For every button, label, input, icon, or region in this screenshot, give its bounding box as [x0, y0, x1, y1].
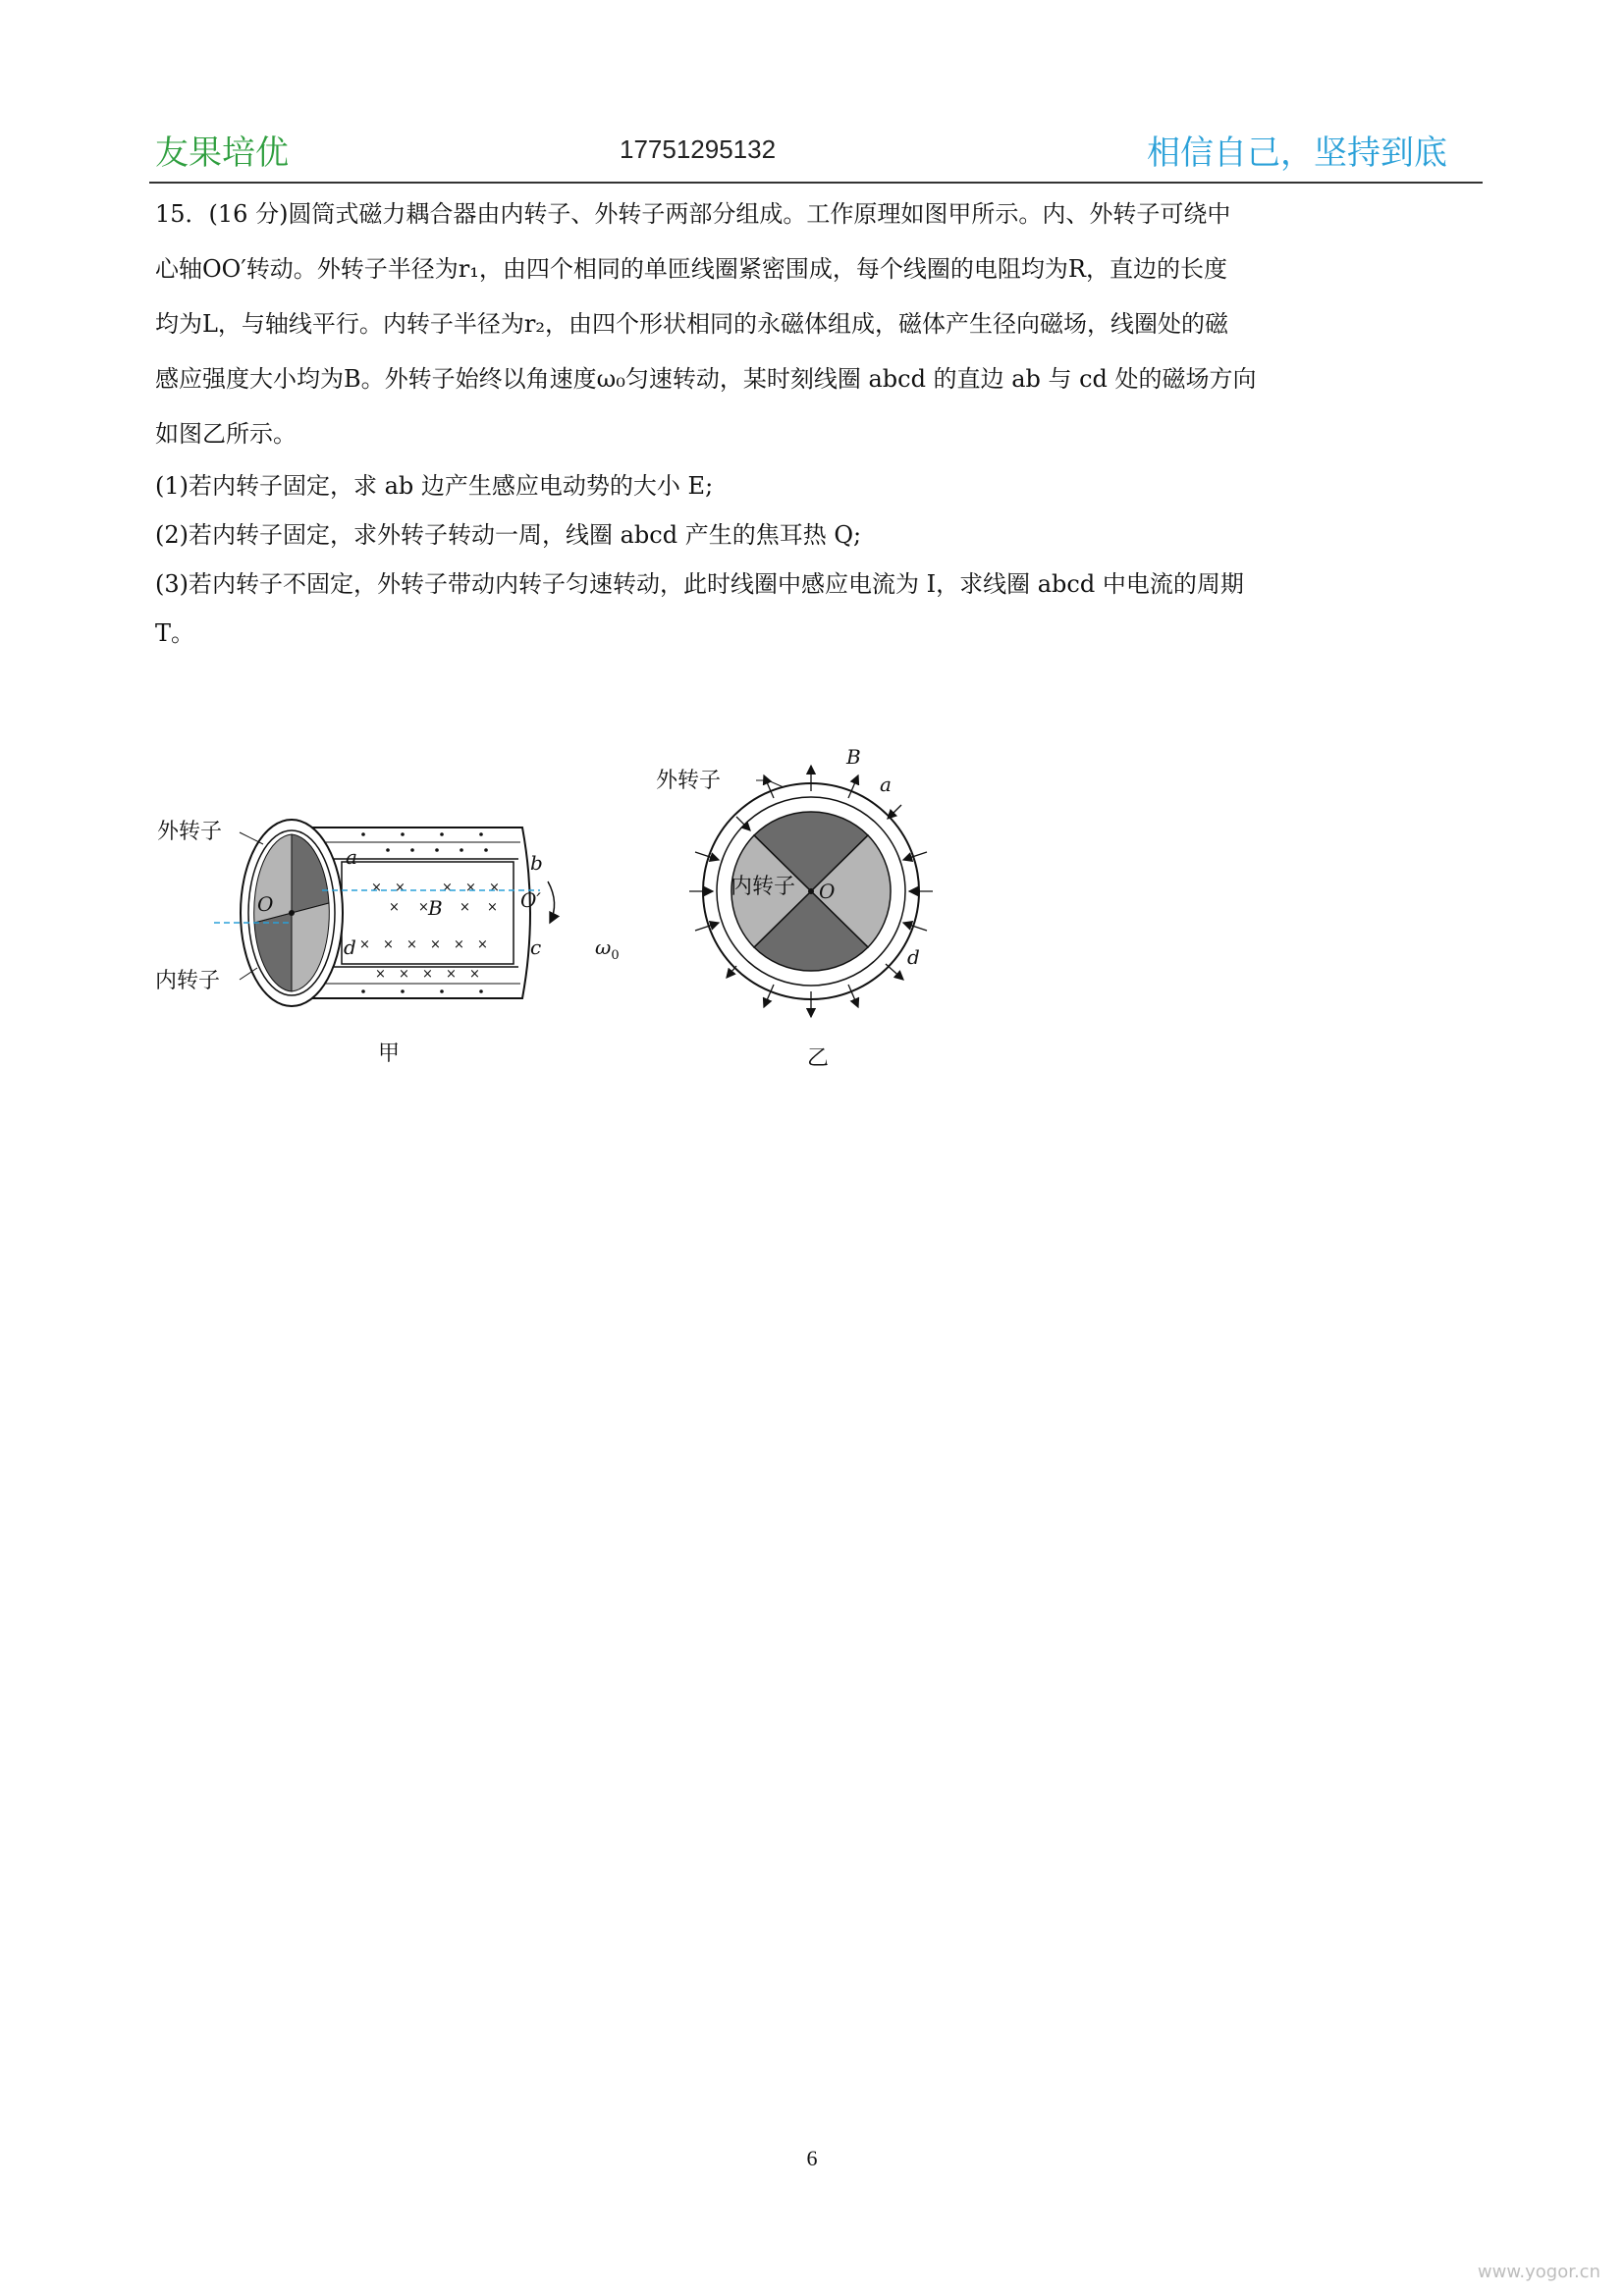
question-2: (2)若内转子固定，求外转子转动一周，线圈 abcd 产生的焦耳热 Q;: [155, 521, 862, 549]
field-label-b-yi: B: [846, 745, 861, 769]
page-number: 6: [806, 2146, 818, 2170]
caption-jia: 甲: [378, 1041, 401, 1066]
figure-area: [147, 736, 952, 1080]
problem-line: 均为L，与轴线平行。内转子半径为r₂，由四个形状相同的永磁体组成，磁体产生径向磁场，线圈处的磁: [155, 310, 1229, 338]
omega-symbol: ω: [595, 935, 612, 959]
problem-line: 感应强度大小均为B。外转子始终以角速度ω₀匀速转动，某时刻线圈 abcd 的直边 ab 与 cd 处的磁场方向: [155, 365, 1257, 393]
svg-text:×: ×: [418, 900, 429, 915]
figure-jia: [155, 820, 620, 1066]
coil-side-label-d: d: [907, 945, 920, 969]
svg-text:×: ×: [399, 967, 409, 982]
svg-text:×: ×: [446, 967, 457, 982]
svg-text:×: ×: [465, 881, 476, 895]
center-label-o: O: [257, 892, 274, 916]
omega-label: [595, 935, 620, 963]
svg-text:×: ×: [383, 937, 394, 952]
svg-text:×: ×: [460, 900, 470, 915]
watermark: www.yogor.cn: [1477, 2262, 1600, 2282]
slogan: 相信自己，坚持到底: [1147, 133, 1447, 173]
omega-subscript: 0: [611, 948, 620, 963]
outer-rotor-label-yi: 外转子: [656, 769, 722, 793]
svg-text:×: ×: [389, 900, 400, 915]
svg-text:×: ×: [477, 937, 488, 952]
question-1: (1)若内转子固定，求 ab 边产生感应电动势的大小 E;: [155, 472, 714, 500]
svg-text:×: ×: [395, 881, 406, 895]
svg-text:×: ×: [375, 967, 386, 982]
corner-label-b: b: [530, 851, 543, 875]
outer-rotor-label-jia: 外转子: [157, 820, 223, 844]
phone-number: 17751295132: [620, 134, 777, 164]
inner-rotor-label-jia: 内转子: [155, 969, 221, 993]
coil-side-label-a: a: [880, 773, 892, 796]
svg-text:×: ×: [489, 881, 500, 895]
svg-text:×: ×: [430, 937, 441, 952]
svg-text:×: ×: [442, 881, 453, 895]
svg-text:×: ×: [487, 900, 498, 915]
svg-text:×: ×: [371, 881, 382, 895]
corner-label-c: c: [530, 935, 542, 959]
problem-line: 如图乙所示。: [155, 420, 297, 448]
caption-yi: 乙: [807, 1046, 830, 1071]
corner-label-a: a: [346, 845, 357, 869]
question-3: (3)若内转子不固定，外转子带动内转子匀速转动，此时线圈中感应电流为 I，求线圈 abcd 中电流的周期: [155, 570, 1244, 598]
svg-text:×: ×: [469, 967, 480, 982]
page-header: [155, 126, 1483, 185]
svg-text:×: ×: [454, 937, 464, 952]
svg-text:×: ×: [406, 937, 417, 952]
inner-rotor-label-yi: 内转子: [731, 875, 796, 899]
problem-line: 15．(16 分)圆筒式磁力耦合器由内转子、外转子两部分组成。工作原理如图甲所示。内、外转子可绕中: [155, 200, 1231, 228]
svg-text:×: ×: [359, 937, 370, 952]
svg-text:×: ×: [422, 967, 433, 982]
question-3-continued: T。: [155, 619, 195, 647]
header-divider: [149, 182, 1483, 184]
axis-label-o-prime: O′: [520, 888, 541, 912]
problem-15: [155, 187, 1471, 658]
center-label-o-yi: O: [819, 880, 836, 903]
field-label-b: B: [428, 896, 443, 920]
rotation-arrow: [548, 881, 555, 923]
corner-label-d: d: [344, 935, 356, 959]
brand-name: 友果培优: [155, 133, 289, 173]
problem-line: 心轴OO′转动。外转子半径为r₁，由四个相同的单匝线圈紧密围成，每个线圈的电阻均为R，直边的长度: [155, 255, 1227, 283]
figure-yi: [656, 745, 933, 1071]
